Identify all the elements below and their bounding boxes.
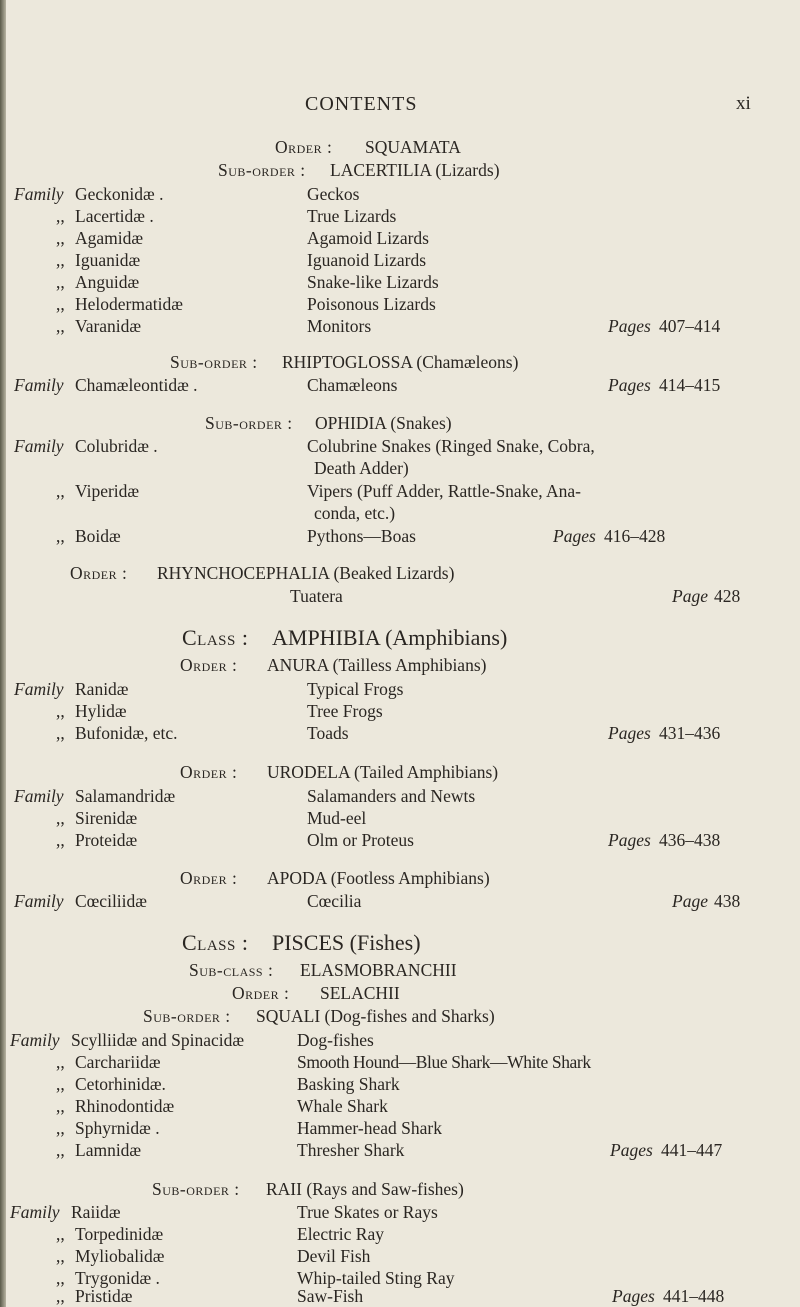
family-description: Cœcilia	[307, 891, 362, 911]
family-name: Lamnidæ	[75, 1140, 142, 1160]
family-name: Sirenidæ	[75, 808, 138, 828]
row-prefix: ,,	[56, 1074, 65, 1094]
family-description: Pythons—Boas	[307, 526, 416, 546]
family-name: Colubridæ .	[75, 436, 158, 456]
row-prefix: ,,	[56, 1052, 65, 1072]
pages-label: Pages	[608, 723, 651, 743]
row-prefix: ,,	[56, 1286, 65, 1306]
family-name: Cœciliidæ	[75, 891, 147, 911]
row-prefix: ,,	[56, 830, 65, 850]
pages-label: Pages	[612, 1286, 655, 1306]
family-name: Rhinodontidæ	[75, 1096, 175, 1116]
suborder-name: LACERTILIA (Lizards)	[330, 160, 500, 180]
row-prefix: ,,	[56, 1246, 65, 1266]
family-name: Lacertidæ .	[75, 206, 154, 226]
row-prefix: ,,	[56, 316, 65, 336]
order-name: SQUAMATA	[365, 137, 461, 157]
family-name: Salamandridæ	[75, 786, 176, 806]
family-description: Tree Frogs	[307, 701, 383, 721]
family-description: Hammer-head Shark	[297, 1118, 442, 1138]
family-description: Typical Frogs	[307, 679, 404, 699]
row-prefix: ,,	[56, 1224, 65, 1244]
subclass-label: Sub-class :	[189, 960, 274, 980]
family-description: Snake-like Lizards	[307, 272, 439, 292]
family-name: Anguidæ	[75, 272, 140, 292]
row-prefix: ,,	[56, 206, 65, 226]
order-label: Order :	[180, 655, 238, 675]
family-name: Scylliidæ and Spinacidæ	[71, 1030, 245, 1050]
row-prefix: Family	[14, 786, 64, 806]
family-name: Varanidæ	[75, 316, 142, 336]
class-name: PISCES (Fishes)	[272, 930, 421, 955]
row-prefix: ,,	[56, 294, 65, 314]
family-name: Pristidæ	[75, 1286, 133, 1306]
family-description: Geckos	[307, 184, 360, 204]
row-prefix: ,,	[56, 1118, 65, 1138]
suborder-name: RHIPTOGLOSSA (Chamæleons)	[282, 352, 519, 372]
family-description: Basking Shark	[297, 1074, 400, 1094]
row-prefix: ,,	[56, 481, 65, 501]
pages-label: Page	[672, 891, 708, 911]
suborder-label: Sub-order :	[170, 352, 258, 372]
pages-label: Pages	[608, 316, 651, 336]
book-spine-shadow	[0, 0, 6, 1307]
row-prefix: ,,	[56, 228, 65, 248]
class-name: AMPHIBIA (Amphibians)	[272, 625, 508, 650]
family-name: Carchariidæ	[75, 1052, 161, 1072]
family-description: Whale Shark	[297, 1096, 388, 1116]
family-description: Toads	[307, 723, 349, 743]
family-name: Raiidæ	[71, 1202, 121, 1222]
row-prefix: Family	[14, 679, 64, 699]
row-prefix: Family	[14, 436, 64, 456]
suborder-label: Sub-order :	[205, 413, 293, 433]
pages-label: Pages	[608, 830, 651, 850]
pages-range: 431–436	[659, 723, 721, 743]
family-name: Myliobalidæ	[75, 1246, 165, 1266]
family-description: Poisonous Lizards	[307, 294, 436, 314]
pages-label: Pages	[608, 375, 651, 395]
order-name: APODA (Footless Amphibians)	[267, 868, 490, 888]
family-description: Salamanders and Newts	[307, 786, 476, 806]
row-prefix: Family	[10, 1030, 60, 1050]
pages-label: Page	[672, 586, 708, 606]
pages-range: 436–438	[659, 830, 721, 850]
family-description: Colubrine Snakes (Ringed Snake, Cobra,	[307, 436, 595, 456]
family-description-continued: Death Adder)	[314, 458, 409, 478]
pages-label: Pages	[553, 526, 596, 546]
family-description: Thresher Shark	[297, 1140, 405, 1160]
family-name: Proteidæ	[75, 830, 138, 850]
family-name: Bufonidæ, etc.	[75, 723, 178, 743]
row-prefix: ,,	[56, 808, 65, 828]
suborder-name: SQUALI (Dog-fishes and Sharks)	[256, 1006, 495, 1026]
page-title: CONTENTS	[305, 93, 418, 115]
order-name: RHYNCHOCEPHALIA (Beaked Lizards)	[157, 563, 455, 583]
row-prefix: ,,	[56, 1268, 65, 1288]
family-name: Boidæ	[75, 526, 121, 546]
family-name: Viperidæ	[75, 481, 140, 501]
subclass-name: ELASMOBRANCHII	[300, 960, 457, 980]
family-description: Vipers (Puff Adder, Rattle-Snake, Ana-	[307, 481, 581, 501]
order-label: Order :	[180, 868, 238, 888]
family-description: Devil Fish	[297, 1246, 371, 1266]
family-description: Whip-tailed Sting Ray	[297, 1268, 455, 1288]
order-name: URODELA (Tailed Amphibians)	[267, 762, 499, 782]
class-label: Class :	[182, 625, 249, 650]
row-prefix: ,,	[56, 272, 65, 292]
pages-range: 414–415	[659, 375, 721, 395]
family-name: Chamæleontidæ .	[75, 375, 198, 395]
family-name: Sphyrnidæ .	[75, 1118, 160, 1138]
pages-range: 441–447	[661, 1140, 723, 1160]
pages-range: 407–414	[659, 316, 721, 336]
pages-range: 438	[714, 891, 741, 911]
family-description: Olm or Proteus	[307, 830, 414, 850]
order-label: Order :	[180, 762, 238, 782]
row-prefix: ,,	[56, 723, 65, 743]
suborder-name: OPHIDIA (Snakes)	[315, 413, 452, 433]
family-description: Smooth Hound—Blue Shark—White Shark	[297, 1052, 591, 1072]
suborder-name: RAII (Rays and Saw-fishes)	[266, 1179, 464, 1199]
family-name: Agamidæ	[75, 228, 144, 248]
family-name: Torpedinidæ	[75, 1224, 164, 1244]
family-description: Mud-eel	[307, 808, 367, 828]
family-name: Geckonidæ .	[75, 184, 164, 204]
pages-range: 441–448	[663, 1286, 725, 1306]
row-prefix: ,,	[56, 1140, 65, 1160]
row-prefix: Family	[14, 891, 64, 911]
class-label: Class :	[182, 930, 249, 955]
family-description: Tuatera	[290, 586, 343, 606]
order-label: Order :	[275, 137, 333, 157]
suborder-label: Sub-order :	[152, 1179, 240, 1199]
row-prefix: ,,	[56, 1096, 65, 1116]
family-name: Ranidæ	[75, 679, 129, 699]
family-description-continued: conda, etc.)	[314, 503, 396, 523]
order-name: ANURA (Tailless Amphibians)	[267, 655, 487, 675]
family-description: True Skates or Rays	[297, 1202, 438, 1222]
family-name: Cetorhinidæ.	[75, 1074, 166, 1094]
row-prefix: ,,	[56, 250, 65, 270]
family-name: Trygonidæ .	[75, 1268, 160, 1288]
suborder-label: Sub-order :	[218, 160, 306, 180]
page-number: xi	[736, 93, 751, 114]
family-name: Helodermatidæ	[75, 294, 183, 314]
family-name: Iguanidæ	[75, 250, 141, 270]
order-name: SELACHII	[320, 983, 400, 1003]
row-prefix: Family	[10, 1202, 60, 1222]
order-label: Order :	[232, 983, 290, 1003]
family-description: Electric Ray	[297, 1224, 384, 1244]
row-prefix: ,,	[56, 701, 65, 721]
family-name: Hylidæ	[75, 701, 127, 721]
family-description: Dog-fishes	[297, 1030, 374, 1050]
pages-range: 416–428	[604, 526, 666, 546]
row-prefix: Family	[14, 184, 64, 204]
family-description: True Lizards	[307, 206, 397, 226]
row-prefix: ,,	[56, 526, 65, 546]
pages-label: Pages	[610, 1140, 653, 1160]
family-description: Saw-Fish	[297, 1286, 364, 1306]
family-description: Monitors	[307, 316, 372, 336]
row-prefix: Family	[14, 375, 64, 395]
suborder-label: Sub-order :	[143, 1006, 231, 1026]
family-description: Iguanoid Lizards	[307, 250, 427, 270]
family-description: Chamæleons	[307, 375, 398, 395]
pages-range: 428	[714, 586, 741, 606]
family-description: Agamoid Lizards	[307, 228, 429, 248]
order-label: Order :	[70, 563, 128, 583]
